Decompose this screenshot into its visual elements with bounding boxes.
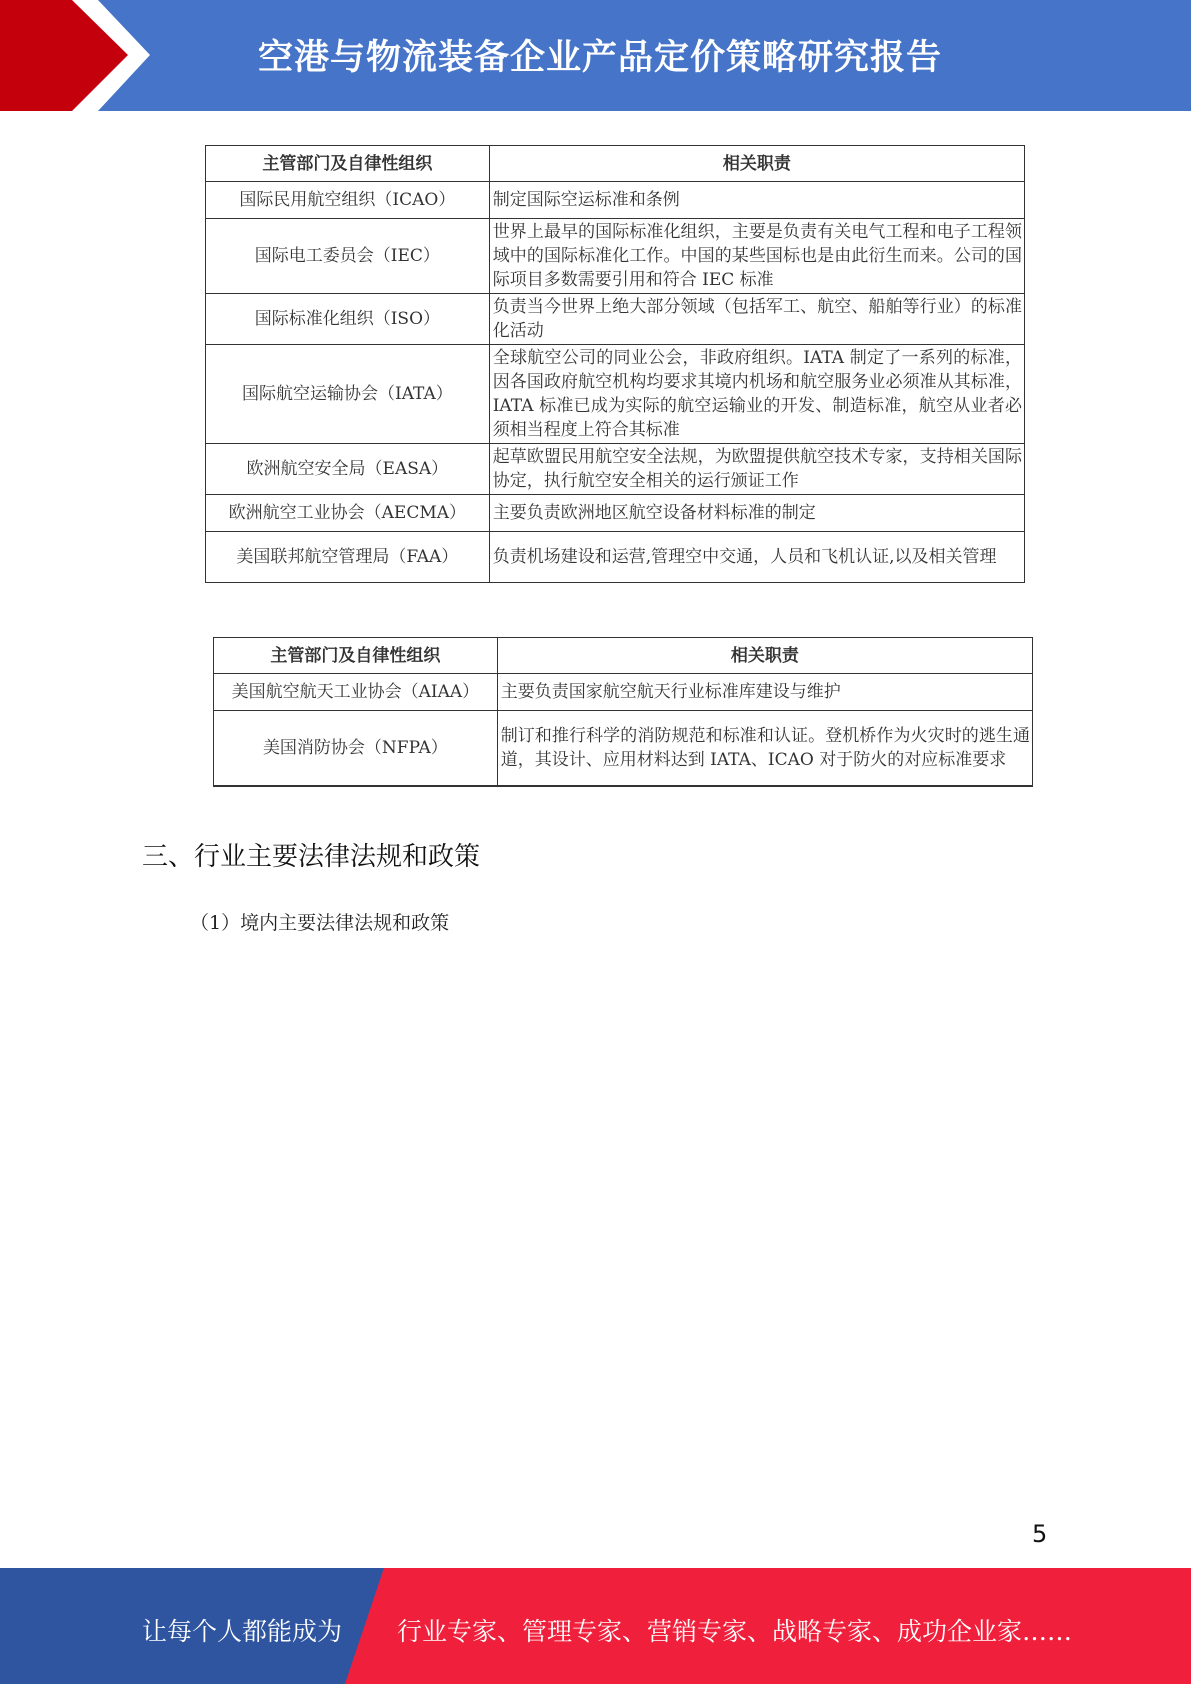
column-header-org: 主管部门及自律性组织 — [206, 146, 490, 182]
org-duty: 主要负责欧洲地区航空设备材料标准的制定 — [489, 495, 1024, 532]
table-header-row — [206, 146, 1025, 182]
table-row — [206, 532, 1025, 583]
column-header-duty: 相关职责 — [497, 638, 1032, 674]
org-duty: 负责机场建设和运营,管理空中交通，人员和飞机认证,以及相关管理 — [489, 532, 1024, 583]
column-header-org: 主管部门及自律性组织 — [214, 638, 498, 674]
org-duty: 全球航空公司的同业公会，非政府组织。IATA 制定了一系列的标准，因各国政府航空机构均要求其境内机场和航空服务业必须准从其标准，IATA 标准已成为实际的航空运输业的开发、制造标准，航空从业者必须相当程度上符合其标准 — [489, 345, 1024, 444]
org-name: 美国航空航天工业协会（AIAA） — [214, 674, 498, 711]
org-name: 欧洲航空安全局（EASA） — [206, 444, 490, 495]
regulators-table-2 — [213, 637, 1033, 787]
org-duty: 负责当今世界上绝大部分领域（包括军工、航空、船舶等行业）的标准化活动 — [489, 294, 1024, 345]
org-duty: 世界上最早的国际标准化组织，主要是负责有关电气工程和电子工程领域中的国际标准化工作。中国的某些国标也是由此衍生而来。公司的国际项目多数需要引用和符合 IEC 标准 — [489, 219, 1024, 294]
footer-slogan-left: 让每个人都能成为 — [142, 1617, 343, 1646]
table-row — [206, 294, 1025, 345]
org-duty: 制订和推行科学的消防规范和标准和认证。登机桥作为火灾时的逃生通道，其设计、应用材料达到 IATA、ICAO 对于防火的对应标准要求 — [497, 711, 1032, 786]
sub-heading: （1）境内主要法律法规和政策 — [190, 912, 450, 934]
org-name: 国际航空运输协会（IATA） — [206, 345, 490, 444]
footer-slogan-right: 行业专家、管理专家、营销专家、战略专家、成功企业家…… — [397, 1617, 1073, 1646]
page-number: 5 — [1032, 1520, 1048, 1548]
org-name: 美国联邦航空管理局（FAA） — [206, 532, 490, 583]
report-title: 空港与物流装备企业产品定价策略研究报告 — [258, 38, 943, 78]
table-row — [206, 182, 1025, 219]
org-duty: 主要负责国家航空航天行业标准库建设与维护 — [497, 674, 1032, 711]
page-header — [0, 0, 1191, 111]
table-row — [206, 444, 1025, 495]
table-row — [206, 345, 1025, 444]
org-name: 欧洲航空工业协会（AECMA） — [206, 495, 490, 532]
table-row — [214, 711, 1033, 786]
regulators-table-1 — [205, 145, 1025, 583]
org-name: 国际电工委员会（IEC） — [206, 219, 490, 294]
org-duty: 制定国际空运标准和条例 — [489, 182, 1024, 219]
table-row — [214, 674, 1033, 711]
section-heading: 三、行业主要法律法规和政策 — [142, 842, 481, 872]
org-duty: 起草欧盟民用航空安全法规，为欧盟提供航空技术专家，支持相关国际协定，执行航空安全相关的运行颁证工作 — [489, 444, 1024, 495]
org-name: 国际民用航空组织（ICAO） — [206, 182, 490, 219]
table-row — [206, 219, 1025, 294]
table-row — [206, 495, 1025, 532]
page-footer — [0, 1568, 1191, 1684]
column-header-duty: 相关职责 — [489, 146, 1024, 182]
table-header-row — [214, 638, 1033, 674]
org-name: 美国消防协会（NFPA） — [214, 711, 498, 786]
org-name: 国际标准化组织（ISO） — [206, 294, 490, 345]
header-chevron-decoration — [0, 0, 160, 111]
